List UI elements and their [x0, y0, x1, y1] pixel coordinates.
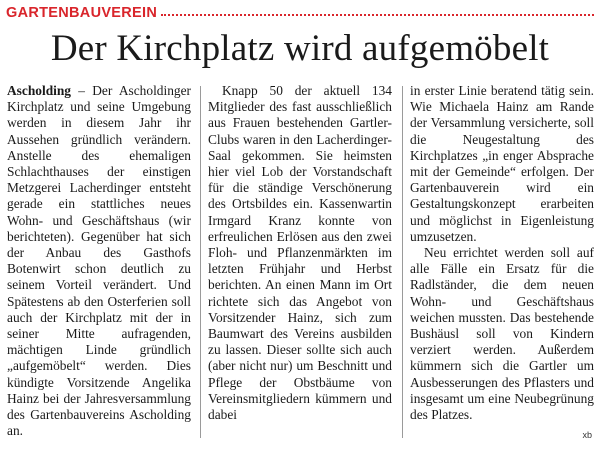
dotted-rule [161, 14, 594, 16]
paragraph-1-text: – Der Ascholdinger Kirchplatz und seine Umgebung werden in diesem Jahr ihr Aussehen gründlich verändern. Anstelle des ehemaligen Schlachthauses der einstigen Metzgerei Lacherdinger entsteht gerade ein stattliches neues Wohn- und Geschäftshaus (wir berichteten). Gegenüber hat sich der Anbau des Gasthofs Botenwirt schon deutlich zu seinem Vorteil verändert. Und Spätestens ab den Osterferien soll auch der Kirchplatz mit der in seiner Mitte aufragenden, mächtigen Linde gründlich „aufgemöbelt“ werden. Dies kündigte Vorsitzende Angelika Hainz bei der Jahresversammlung des Gartenbauvereins Ascholding an. [7, 83, 191, 439]
author-initials: xb [582, 430, 592, 440]
kicker-row [6, 2, 594, 24]
headline: Der Kirchplatz wird aufgemöbelt [50, 28, 550, 69]
paragraph-4: Neu errichtet werden soll auf alle Fälle ein Ersatz für die Radlständer, die dem neuen Wohn- und Geschäftshaus weichen mussten. Das bestehende Bushäusl soll von Kindern verziert werden. Außerdem kümmern sich die Gartler um Ausbesserungen des Pflasters und insgesamt um eine Neubegrünung des Platzes. [410, 245, 594, 423]
article-column-3 [410, 83, 594, 445]
dateline: Ascholding [7, 83, 71, 98]
column-divider-1 [200, 86, 201, 438]
column-divider-2 [402, 86, 403, 438]
section-kicker: GARTENBAUVEREIN [6, 5, 158, 21]
paragraph-3: in erster Linie beratend tätig sein. Wie Michaela Hainz am Rande der Versammlung versicherte, soll die Neugestaltung des Kirchplatzes „in enger Absprache mit der Gemeinde“ erfolgen. Der Gartenbauverein wird ein Gestaltungskonzept erarbeiten und möglichst in Eigenleistung umzusetzen. [410, 83, 594, 244]
paragraph-1 [7, 83, 191, 439]
paragraph-2: Knapp 50 der aktuell 134 Mitglieder des fast ausschließlich aus Frauen bestehenden Gartler-Clubs waren in den Lacherdinger-Saal gekommen. Sie heimsten hier viel Lob der Vorstandschaft für die ständige Verschönerung des Ortsbildes ein. Kassenwartin Irmgard Kranz konnte von erfreulichen Erlösen aus den zwei Floh- und Pflanzenmärkten im letzten Frühjahr und Herbst berichten. An einen Mann im Ort richtete sich das Angebot von Vorsitzender Hainz, sich zum Baumwart des Vereins ausbilden zu lassen. Dieser sollte sich auch (aber nicht nur) um Beschnitt und Pflege der Obstbäume von Vereinsmitgliedern kümmern und dabei [208, 83, 392, 423]
article-column-2 [208, 83, 392, 445]
article-column-1 [7, 83, 191, 445]
